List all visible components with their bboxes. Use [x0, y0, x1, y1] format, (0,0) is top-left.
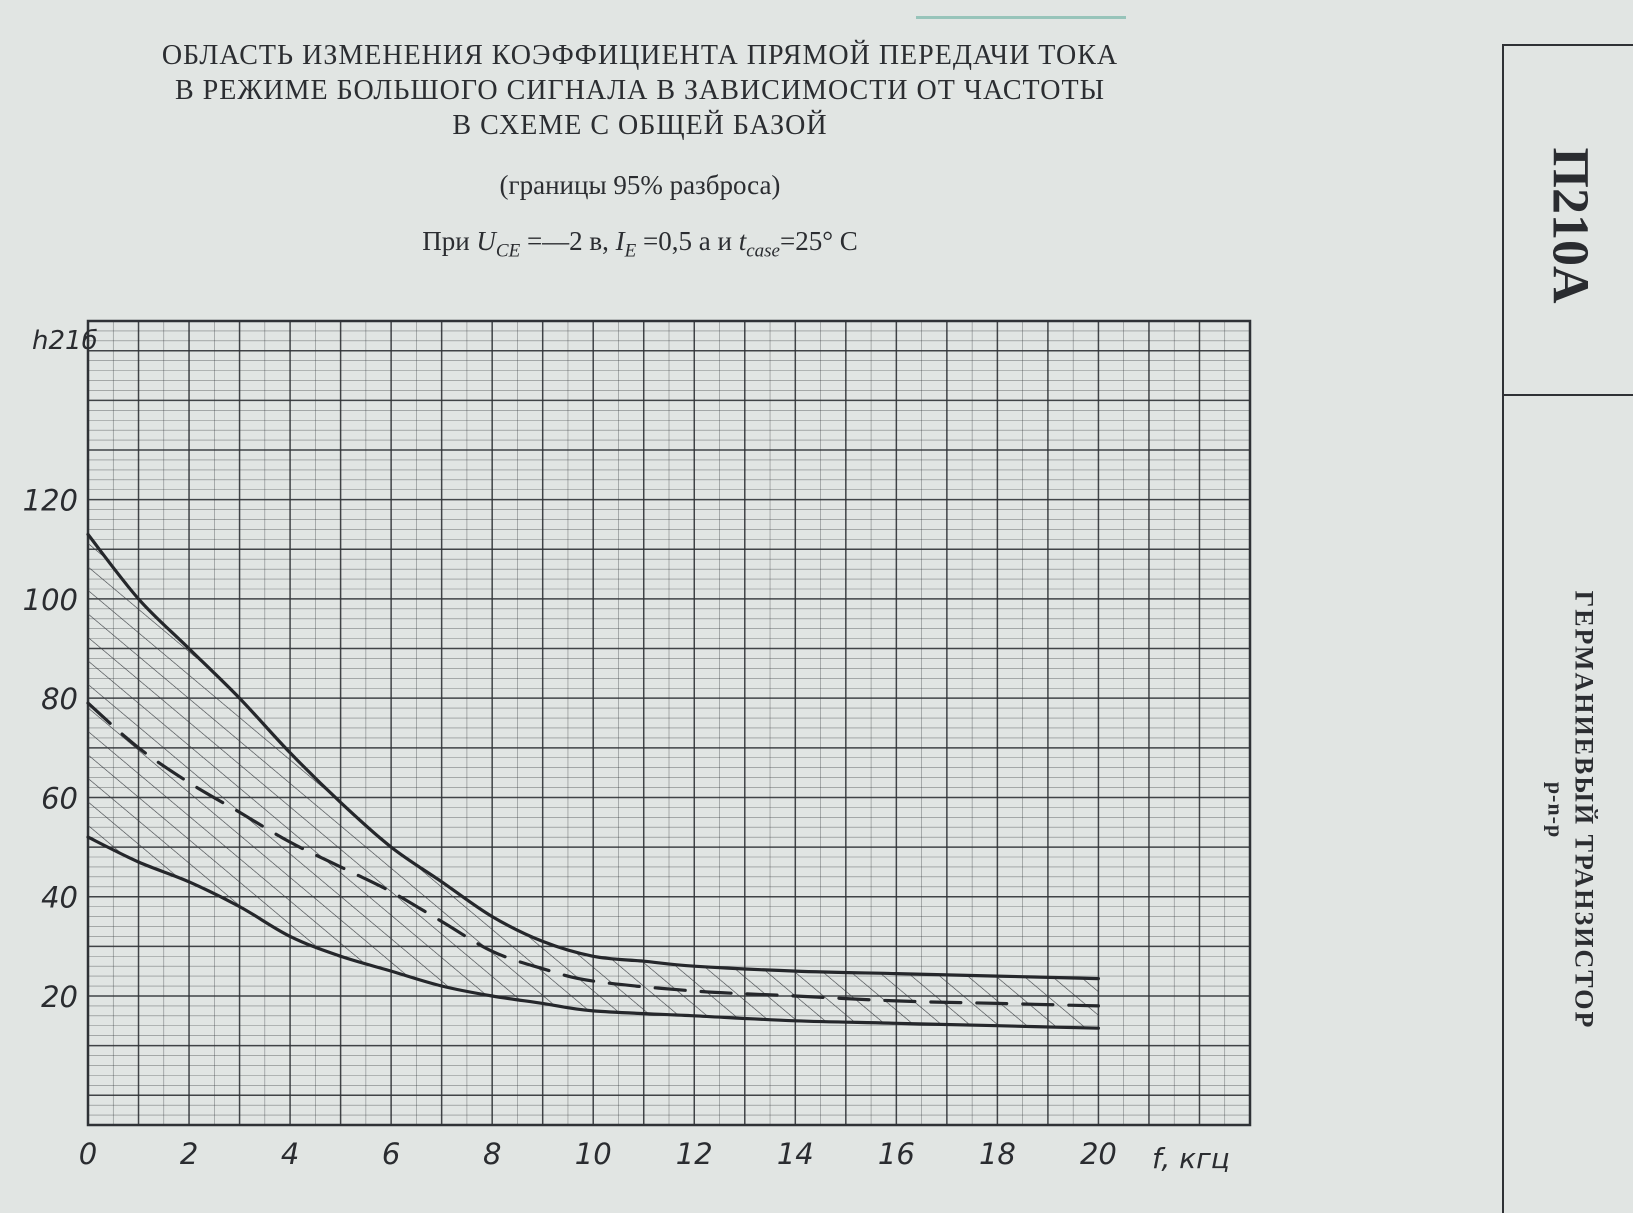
temperature-symbol: t [738, 226, 747, 256]
temperature-subscript: case [746, 240, 780, 262]
chart-subtitle: (границы 95% разброса) [499, 170, 781, 200]
x-tick-label: 16 [877, 1137, 915, 1171]
x-tick-label: 0 [78, 1137, 98, 1171]
current-value: =0,5 а и [643, 226, 732, 256]
temperature-value: =25° C [779, 226, 858, 256]
y-tick-label: 60 [41, 781, 78, 816]
model-label-box [1490, 147, 1633, 303]
side-panel-top-rule [1502, 44, 1633, 46]
device-type-text [1542, 591, 1598, 1030]
y-tick-label: 40 [41, 880, 78, 915]
x-tick-label: 8 [482, 1137, 502, 1171]
device-type-label: ГЕРМАНИЕВЫЙ ТРАНЗИСТОР [1569, 590, 1599, 1030]
x-tick-label: 2 [179, 1137, 199, 1171]
x-tick-label: 4 [280, 1137, 300, 1171]
x-axis-label: f, кгц [1152, 1142, 1230, 1175]
title-line-3: В СХЕМЕ С ОБЩЕЙ БАЗОЙ [452, 110, 828, 141]
y-tick-label: 100 [22, 582, 78, 617]
voltage-value: =—2 в, [526, 226, 609, 256]
x-tick-label: 20 [1079, 1137, 1117, 1171]
y-axis-label: h21б [32, 326, 98, 356]
title-line-1: ОБЛАСТЬ ИЗМЕНЕНИЯ КОЭФФИЦИЕНТА ПРЯМОЙ ПЕРЕДАЧИ ТОКА [161, 40, 1119, 71]
y-tick-label: 20 [41, 979, 78, 1014]
x-tick-label: 18 [978, 1137, 1016, 1171]
x-tick-label: 14 [776, 1137, 814, 1171]
device-structure-label: p-n-p [1543, 781, 1569, 839]
conditions-prefix: При [422, 226, 470, 256]
title-line-2: В РЕЖИМЕ БОЛЬШОГО СИГНАЛА В ЗАВИСИМОСТИ ОТ ЧАСТОТЫ [174, 75, 1106, 106]
current-symbol: I [615, 226, 625, 256]
device-type-box [1520, 560, 1620, 1060]
x-tick-label: 10 [574, 1137, 612, 1171]
x-tick-label: 12 [675, 1137, 713, 1171]
side-panel-mid-rule [1502, 394, 1633, 396]
current-subscript: E [624, 240, 637, 262]
y-tick-label: 80 [41, 682, 78, 717]
x-tick-label: 6 [381, 1137, 401, 1171]
voltage-subscript: CE [495, 240, 521, 262]
voltage-symbol: U [476, 226, 496, 256]
model-label: П210А [1541, 147, 1599, 303]
y-tick-label: 120 [22, 483, 78, 518]
